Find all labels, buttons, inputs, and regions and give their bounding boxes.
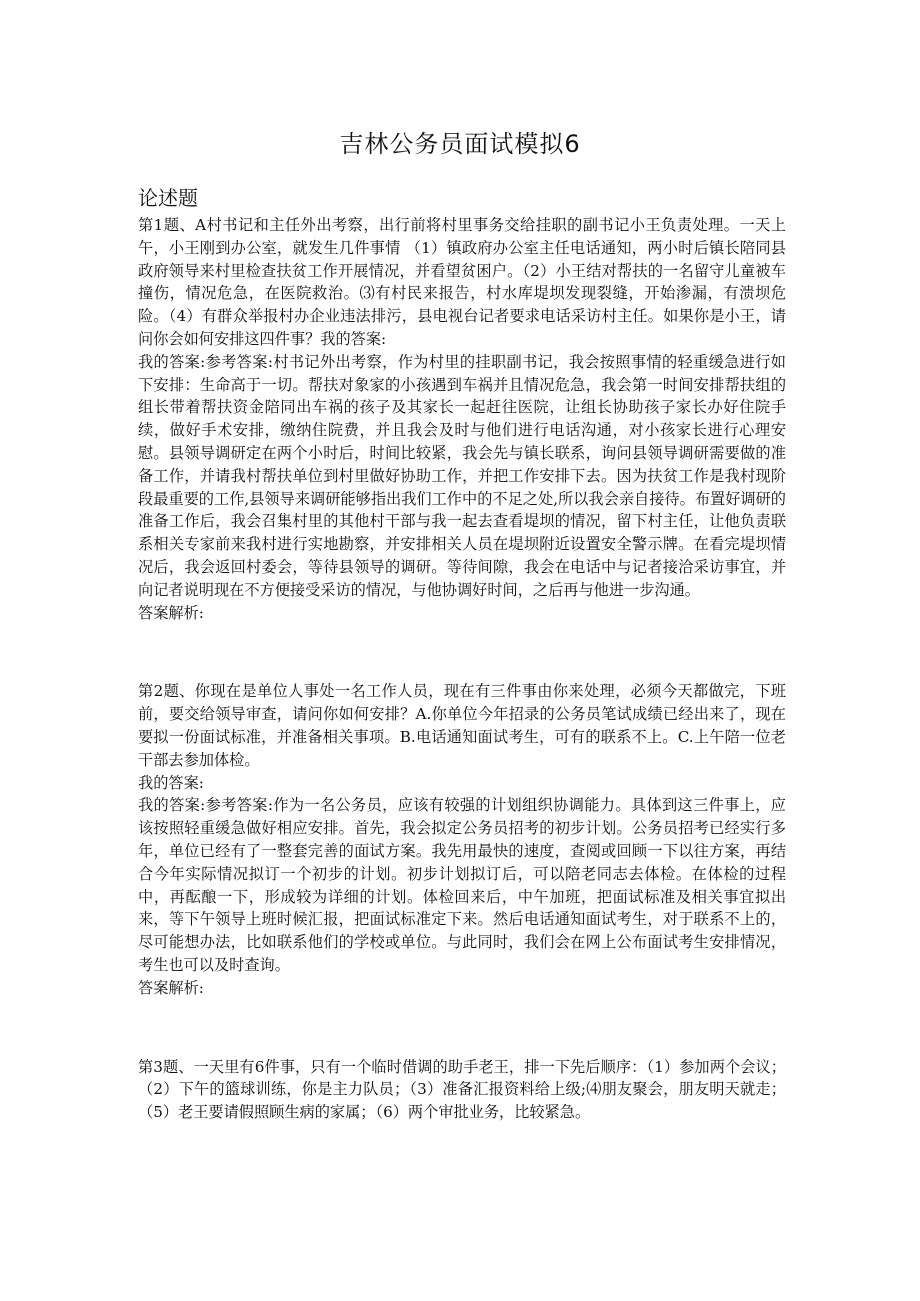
- question-1-analysis: 答案解析:: [138, 603, 204, 622]
- question-1-text: 第1题、A村书记和主任外出考察，出行前将村里事务交给挂职的副书记小王负责处理。一天上午，小王刚到办公室，就发生几件事情 （1）镇政府办公室主任电话通知，两小时后镇长陪同县政府领导来村里检查扶贫工作开展情况，并看望贫困户。（2）小王结对帮扶的一名留守儿童被车撞伤，情况危急，在医院救治。⑶有村民来报告，村水库堤坝发现裂缝，开始渗漏，有溃坝危险。（4）有群众举报村办企业违法排污，县电视台记者要求电话采访村主任。如果你是小王，请问你会如何安排这四件事？我的答案:: [138, 216, 786, 348]
- question-2-text: 第2题、你现在是单位人事处一名工作人员，现在有三件事由你来处理，必须今天都做完，下班前，要交给领导审查，请问你如何安排？A.你单位今年招录的公务员笔试成绩已经出来了，现在要拟一份面试标准，并准备相关事项。B.电话通知面试考生，可有的联系不上。C.上午陪一位老干部去参加体检。: [138, 682, 786, 769]
- spacer: [138, 1000, 786, 1056]
- spacer: [138, 624, 786, 680]
- question-2-answer: 我的答案:参考答案:作为一名公务员，应该有较强的计划组织协调能力。具体到这三件事上，应该按照轻重缓急做好相应安排。首先，我会拟定公务员招考的初步计划。公务员招考已经实行多年，单位已经有了一整套完善的面试方案。我先用最快的速度，查阅或回顾一下以往方案，再结合今年实际情况拟订一个初步的计划。初步计划拟订后，可以陪老同志去体检。在体检的过程中，再酝酿一下，形成较为详细的计划。体检回来后，中午加班，把面试标准及相关事宜拟出来，等下午领导上班时候汇报，把面试标准定下来。然后电话通知面试考生，对于联系不上的，尽可能想办法，比如联系他们的学校或单位。与此同时，我们会在网上公布面试考生安排情况，考生也可以及时查询。: [138, 796, 786, 974]
- question-2-analysis: 答案解析:: [138, 978, 204, 997]
- question-1-answer: 我的答案:参考答案:村书记外出考察，作为村里的挂职副书记，我会按照事情的轻重缓急进行如下安排：生命高于一切。帮扶对象家的小孩遇到车祸并且情况危急，我会第一时间安排帮扶组的组长带着帮扶资金陪同出车祸的孩子及其家长一起赶往医院，让组长协助孩子家长办好住院手续，做好手术安排，缴纳住院费，并且我会及时与他们进行电话沟通，对小孩家长进行心理安慰。县领导调研定在两个小时后，时间比较紧，我会先与镇长联系，询问县领导调研需要做的准备工作，并请我村帮扶单位到村里做好协助工作，并把工作安排下去。因为扶贫工作是我村现阶段最重要的工作,县领导来调研能够指出我们工作中的不足之处,所以我会亲自接待。布置好调研的准备工作后，我会召集村里的其他村干部与我一起去查看堤坝的情况，留下村主任，让他负责联系相关专家前来我村进行实地勘察，并安排相关人员在堤坝附近设置安全警示牌。在看完堤坝情况后，我会返回村委会，等待县领导的调研。等待间隙，我会在电话中与记者接洽采访事宜，并向记者说明现在不方便接受采访的情况，与他协调好时间，之后再与他进一步沟通。: [138, 352, 786, 599]
- section-heading: 论述题: [138, 186, 198, 210]
- question-2-my-answer: 我的答案:: [138, 773, 204, 792]
- document-body: [138, 214, 786, 1124]
- document-title: 吉林公务员面试模拟6: [339, 130, 581, 158]
- question-3-text: 第3题、一天里有6件事，只有一个临时借调的助手老王，排一下先后顺序：（1）参加两个会议；（2）下午的篮球训练，你是主力队员；（3）准备汇报资料给上级;⑷朋友聚会，朋友明天就走；（5）老王要请假照顾生病的家属；（6）两个审批业务，比较紧急。: [138, 1057, 786, 1122]
